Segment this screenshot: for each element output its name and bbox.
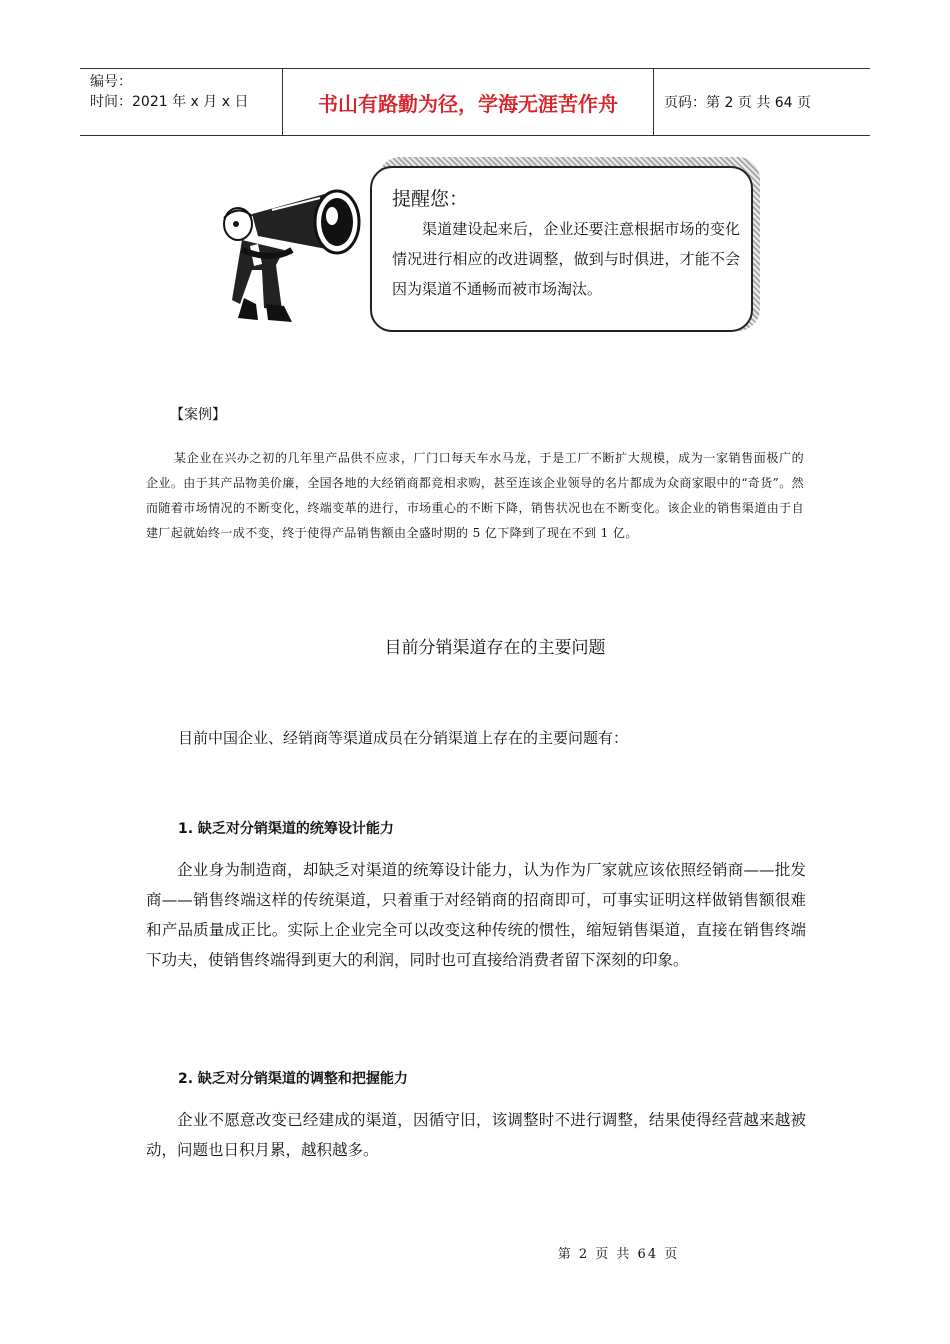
- case-label: 【案例】: [170, 407, 226, 423]
- problem-heading-2: 2. 缺乏对分销渠道的调整和把握能力: [178, 1071, 408, 1087]
- header-meta: [80, 69, 282, 135]
- problem-body-1: 企业身为制造商，却缺乏对渠道的统筹设计能力，认为作为厂家就应该依照经销商——批发商——销售终端这样的传统渠道，只着重于对经销商的招商即可，可事实证明这样做销售额很难和产品质量成正比。实际上企业完全可以改变这种传统的惯性，缩短销售渠道，直接在销售终端下功夫，使销售终端得到更大的利润，同时也可直接给消费者留下深刻的印象。: [146, 861, 806, 969]
- problem-heading-1: 1. 缺乏对分销渠道的统筹设计能力: [178, 821, 394, 837]
- case-text: 某企业在兴办之初的几年里产品供不应求，厂门口每天车水马龙，于是工厂不断扩大规模，成为一家销售面极广的企业。由于其产品物美价廉，全国各地的大经销商都竞相求购，甚至连该企业领导的名片都成为众商家眼中的“奇货”。然而随着市场情况的不断变化，终端变革的进行，市场重心的不断下降，销售状况也在不断变化。该企业的销售渠道由于自建厂起就始终一成不变，终于使得产品销售额由全盛时期的 5 亿下降到了现在不到 1 亿。: [146, 451, 804, 540]
- header-table: [80, 68, 870, 136]
- motto: 书山有路勤为径，学海无涯苦作舟: [282, 69, 654, 135]
- reminder-title: 提醒您：: [392, 188, 469, 210]
- page-info: 页码：第 2 页 共 64 页: [664, 95, 811, 111]
- number-label: 编号：: [90, 74, 132, 90]
- page-footer: 第 2 页 共 64 页: [557, 1247, 680, 1262]
- section-title: 目前分销渠道存在的主要问题: [384, 638, 606, 658]
- date-line: 时间：2021 年 x 月 x 日: [90, 94, 249, 110]
- megaphone-man-illustration: [212, 180, 382, 330]
- problem-body-2: 企业不愿意改变已经建成的渠道，因循守旧，该调整时不进行调整，结果使得经营越来越被动，问题也日积月累，越积越多。: [146, 1111, 806, 1159]
- section-intro: 目前中国企业、经销商等渠道成员在分销渠道上存在的主要问题有：: [178, 729, 629, 747]
- reminder-text: 渠道建设起来后，企业还要注意根据市场的变化情况进行相应的改进调整，做到与时俱进，才能不会因为渠道不通畅而被市场淘汰。: [392, 220, 740, 298]
